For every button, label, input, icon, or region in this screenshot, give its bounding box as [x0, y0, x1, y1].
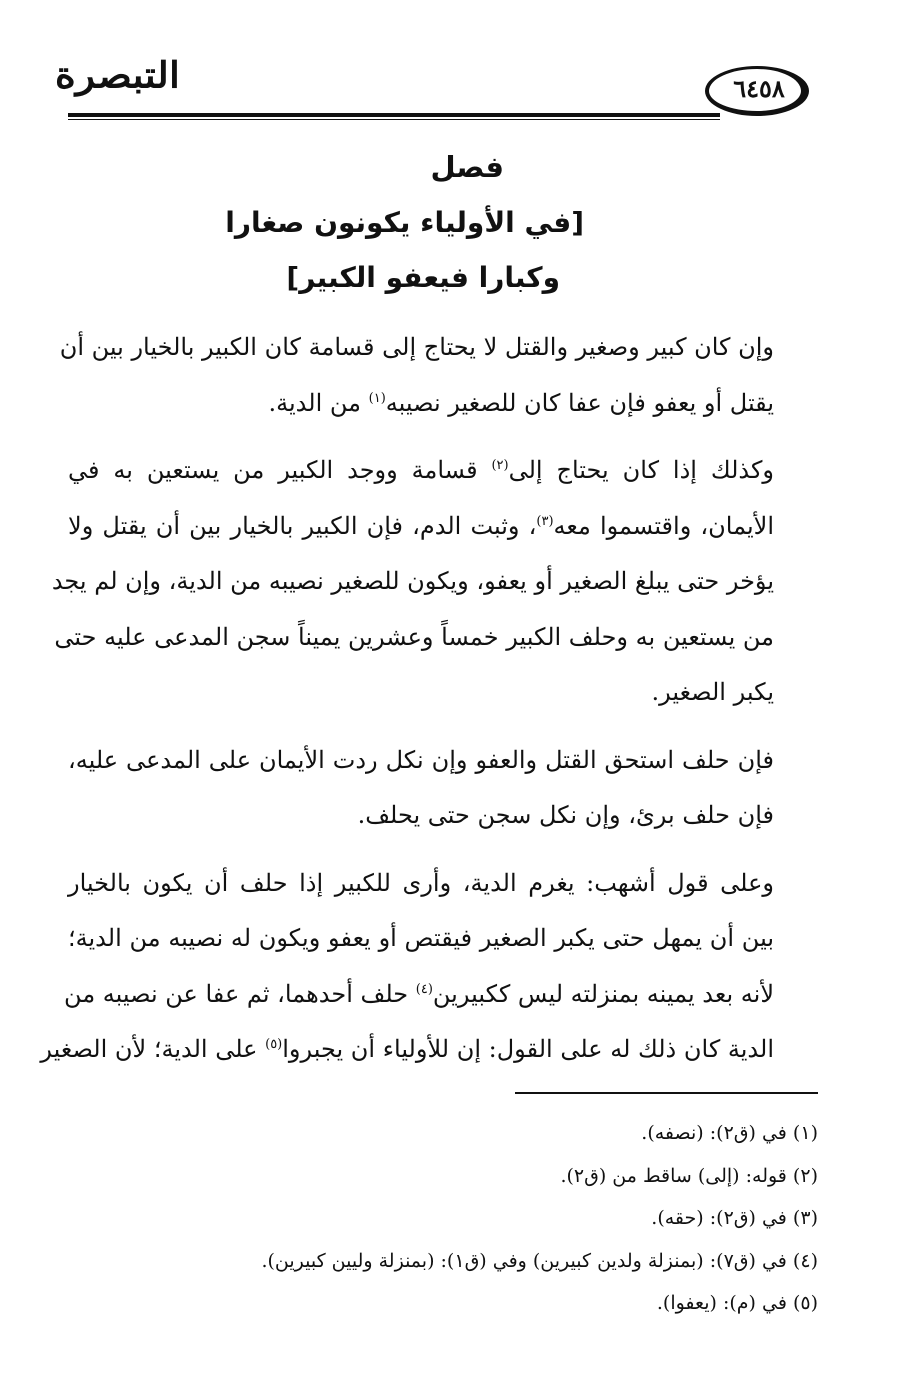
footnote-2: (٢) قوله: (إلى) ساقط من (ق٢).: [560, 1164, 818, 1187]
chapter-title-line-1: [في الأولياء يكونون صغارا: [225, 206, 584, 239]
text-line: يؤخر حتى يبلغ الصغير أو يعفو، ويكون للصغير نصيبه من الدية، وإن لم يجد: [51, 567, 774, 595]
footnote-ref-5[interactable]: (٥): [265, 1037, 283, 1052]
text-line: وإن كان كبير وصغير والقتل لا يحتاج إلى قسامة كان الكبير بالخيار بين أن: [59, 333, 774, 361]
footnote-1: (١) في (ق٢): (نصفه).: [641, 1122, 818, 1144]
text-line: فإن حلف برئ، وإن نكل سجن حتى يحلف.: [357, 801, 774, 829]
footnote-ref-4[interactable]: (٤): [415, 981, 433, 997]
text-run: الدية كان ذلك له على القول: إن للأولياء أن يجبروا: [282, 1035, 774, 1063]
section-heading: فصل: [430, 150, 504, 184]
paragraph-2: [51, 443, 820, 721]
text-line: فإن حلف استحق القتل والعفو وإن نكل ردت الأيمان على المدعى عليه،: [68, 745, 774, 774]
text-line: وعلى قول أشهب: يغرم الدية، وأرى للكبير إذا حلف أن يكون بالخيار: [68, 868, 774, 897]
page-header: [0, 0, 914, 130]
text-run: حلف أحدهما، ثم عفا عن نصيبه من: [64, 979, 416, 1008]
chapter-title-line-2: وكبارا فيعفو الكبير]: [286, 261, 560, 294]
body-text: [40, 320, 820, 1090]
footnote-separator: [515, 1092, 818, 1094]
text-line: [68, 499, 820, 555]
footnotes: [118, 1112, 818, 1325]
text-run: على الدية؛ لأن الصغير: [40, 1035, 266, 1063]
paragraph-4: [40, 856, 820, 1078]
text-run: الأيمان، واقتسموا معه: [553, 511, 775, 540]
text-line: [40, 1022, 820, 1078]
paragraph-3: [68, 733, 820, 844]
text-line: [68, 376, 820, 432]
footnote-3: (٣) في (ق٢): (حقه).: [651, 1207, 818, 1229]
page-number: ٦٤٥٨: [733, 74, 785, 103]
footnote-ref-2[interactable]: (٢): [491, 458, 509, 473]
text-run: وكذلك إذا كان يحتاج إلى: [508, 456, 775, 484]
header-rule-thin: [68, 119, 720, 120]
text-run: من الدية.: [268, 388, 369, 417]
paragraph-1: [59, 320, 820, 431]
footnote-ref-3[interactable]: (٣): [536, 513, 554, 529]
footnote-5: (٥) في (م): (يعفوا).: [656, 1292, 818, 1314]
text-run: لأنه بعد يمينه بمنزلته ليس ككبيرين: [432, 979, 774, 1008]
text-line: يكبر الصغير.: [651, 678, 774, 706]
text-line: من يستعين به وحلف الكبير خمساً وعشرين يميناً سجن المدعى عليه حتى: [54, 622, 774, 651]
book-title: التبصرة: [54, 54, 180, 97]
footnote-4: (٤) في (ق٧): (بمنزلة ولدين كبيرين) وفي (ق١): (بمنزلة وليين كبيرين).: [261, 1249, 818, 1272]
text-line: [64, 967, 820, 1023]
text-line: بين أن يمهل حتى يكبر الصغير فيقتص أو يعفو ويكون له نصيبه من الدية؛: [68, 924, 774, 952]
text-line: [68, 443, 820, 499]
text-run: قسامة ووجد الكبير من يستعين به في: [68, 456, 492, 484]
text-run: ، وثبت الدم، فإن الكبير بالخيار بين أن يقتل ولا: [68, 511, 537, 540]
text-run: يقتل أو يعفو فإن عفا كان للصغير نصيبه: [385, 388, 774, 417]
header-rule: [68, 113, 720, 117]
footnote-ref-1[interactable]: (١): [368, 390, 386, 406]
